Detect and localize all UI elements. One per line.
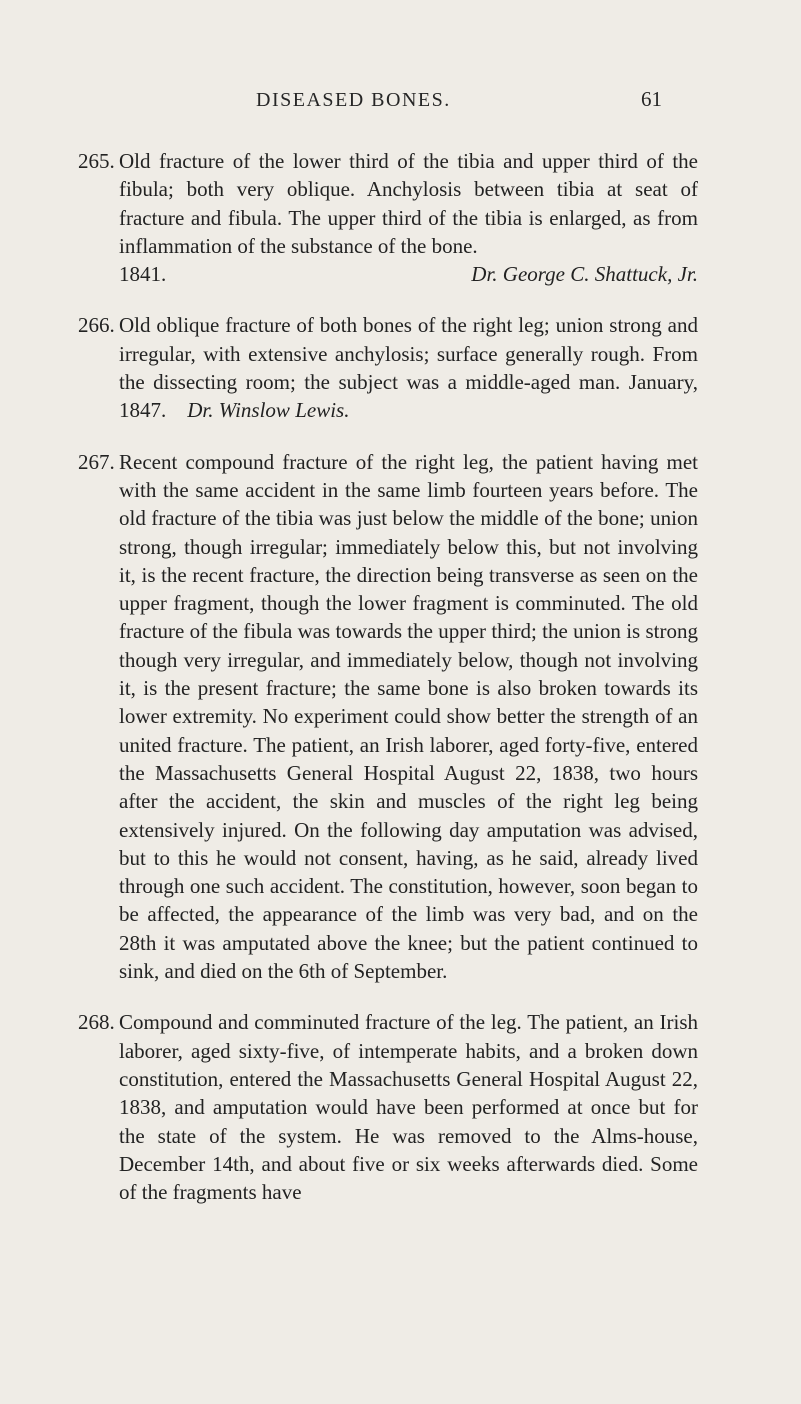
catalogue-entry bbox=[78, 1008, 698, 1206]
entry-number: 266. bbox=[78, 313, 115, 338]
entry-attribution: Dr. Winslow Lewis. bbox=[187, 398, 350, 423]
catalogue-entry bbox=[78, 448, 698, 986]
catalogue-entry bbox=[78, 147, 698, 288]
entry-signature-line bbox=[119, 260, 698, 288]
entry-number: 268. bbox=[78, 1010, 115, 1035]
catalogue-entry bbox=[78, 311, 698, 424]
entry-body: Old oblique fracture of both bones of the right leg; union strong and irregular, with extensive anchylosis; surface generally rough. From the dissecting room; the subject was a middle-aged man. January, 1847. bbox=[119, 313, 698, 423]
page-number: 61 bbox=[641, 87, 662, 111]
running-header bbox=[0, 89, 801, 119]
entry-text bbox=[119, 311, 698, 424]
entry-year: 1841. bbox=[119, 262, 167, 287]
entry-number: 267. bbox=[78, 449, 115, 474]
entry-attribution: Dr. George C. Shattuck, Jr. bbox=[471, 262, 698, 287]
entry-text: Recent compound fracture of the right leg, the patient having met with the same accident in the same limb fourteen years before. The old fracture of the tibia was just below the middle of the bone; union strong, though irregular; immediately below this, but not involving it, is the recent fracture, the direction being transverse as seen on the upper fragment, though the lower fragment is comminuted. The old fracture of the fibula was towards the upper third; the union is strong though very irregular, and immediately below, though not involving it, is the present fracture; the same bone is also broken towards its lower extremity. No experiment could show better the strength of an united fracture. The patient, an Irish laborer, aged forty-five, entered the Massachusetts General Hospital August 22, 1838, two hours after the accident, the skin and muscles of the right leg being extensively injured. On the following day amputation was advised, but to this he would not consent, having, as he said, already lived through one such accident. The constitution, however, soon began to be affected, the appearance of the limb was very bad, and on the 28th it was amputated above the knee; but the patient continued to sink, and died on the 6th of September. bbox=[119, 449, 698, 984]
entry-number: 265. bbox=[78, 149, 115, 173]
entry-text: Compound and comminuted fracture of the leg. The patient, an Irish laborer, aged sixty-five, of intemperate habits, and a broken down constitution, entered the Massachusetts General Hospital August 22, 1838, and amputation would have been performed at once but for the state of the system. He was removed to the Alms-house, December 14th, and about five or six weeks afterwards died. Some of the fragments have bbox=[119, 1010, 698, 1205]
header-title: DISEASED BONES. bbox=[256, 89, 451, 111]
entry-text: Old fracture of the lower third of the tibia and upper third of the fibula; both very oblique. Anchylosis between tibia at seat of fracture and fibula. The upper third of the tibia is enlarged, as from inflammation of the substance of the bone. bbox=[119, 149, 698, 258]
catalogue-entries bbox=[78, 147, 698, 1229]
